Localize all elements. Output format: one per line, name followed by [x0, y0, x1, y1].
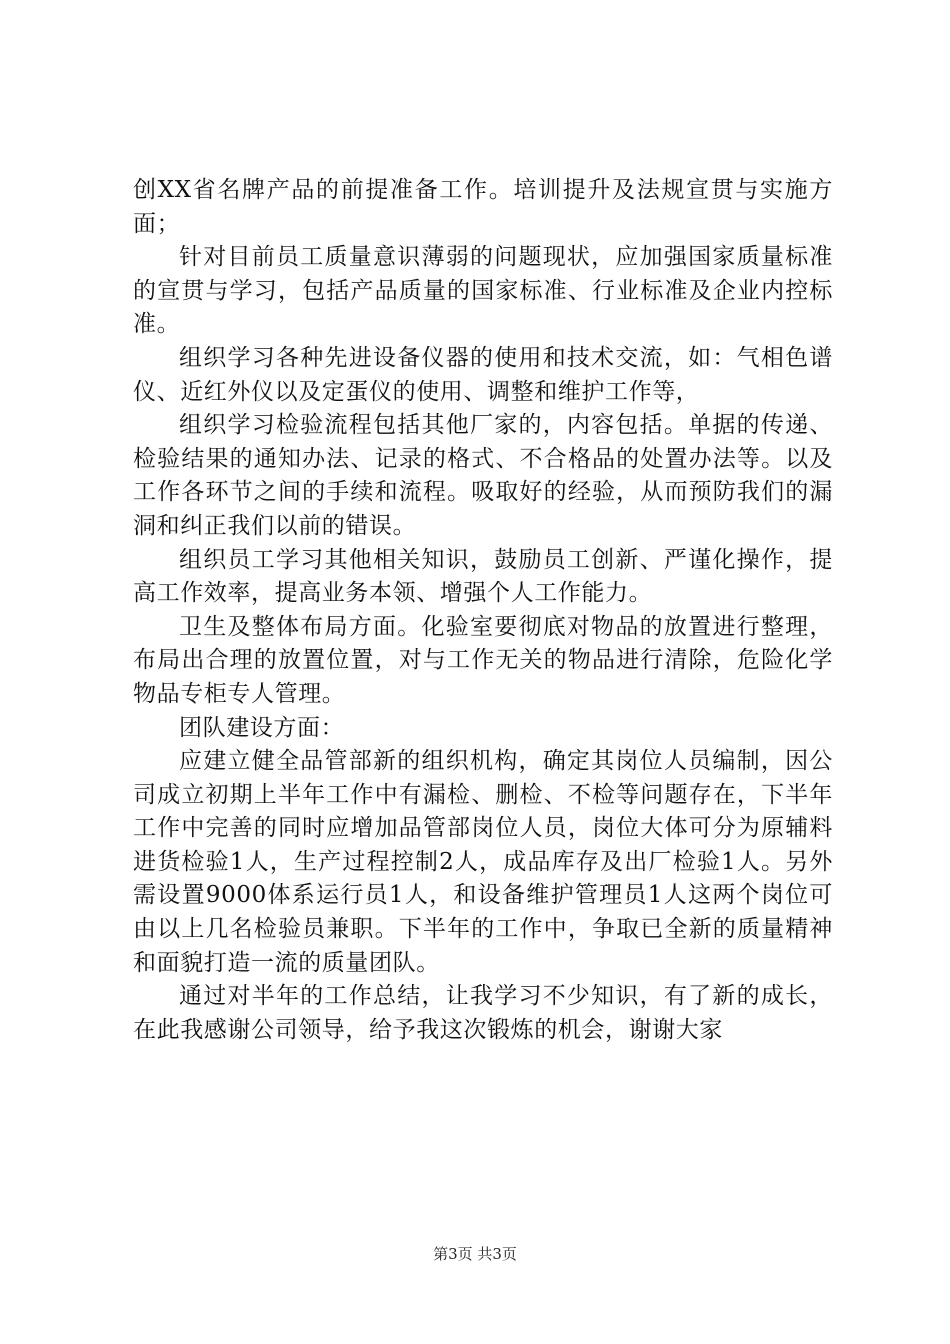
paragraph-continuation: 创XX省名牌产品的前提准备工作。培训提升及法规宣贯与实施方面；	[133, 177, 833, 237]
paragraph-hygiene-layout: 卫生及整体布局方面。化验室要彻底对物品的放置进行整理，布局出合理的放置位置，对与工作无关的物品进行清除，危险化学物品专柜专人管理。	[133, 613, 833, 707]
paragraph-equipment-training: 组织学习各种先进设备仪器的使用和技术交流，如：气相色谱仪、近红外仪以及定蛋仪的使用、调整和维护工作等，	[133, 344, 833, 405]
paragraph-quality-standards: 针对目前员工质量意识薄弱的问题现状，应加强国家质量标准的宣贯与学习，包括产品质量的国家标准、行业标准及企业内控标准。	[133, 244, 833, 338]
page-footer: 第3页 共3页	[433, 1245, 517, 1263]
paragraph-closing: 通过对半年的工作总结，让我学习不少知识，有了新的成长，在此我感谢公司领导，给予我这次锻炼的机会，谢谢大家	[133, 983, 833, 1043]
paragraph-team-building: 应建立健全品管部新的组织机构，确定其岗位人员编制，因公司成立初期上半年工作中有漏检、删检、不检等问题存在，下半年工作中完善的同时应增加品管部岗位人员，岗位大体可分为原辅料进货检验1人，生产过程控制2人，成品库存及出厂检验1人。另外需设置9000体系运行员1人，和设备维护管理员1人这两个岗位可由以上几名检验员兼职。下半年的工作中，争取已全新的质量精神和面貌打造一流的质量团队。	[133, 748, 833, 976]
paragraph-team-heading: 团队建设方面：	[179, 714, 345, 741]
paragraph-inspection-process: 组织学习检验流程包括其他厂家的，内容包括。单据的传递、检验结果的通知办法、记录的格式、不合格品的处置办法等。以及工作各环节之间的手续和流程。吸取好的经验，从而预防我们的漏洞和纠正我们以前的错误。	[133, 412, 833, 539]
paragraph-staff-learning: 组织员工学习其他相关知识，鼓励员工创新、严谨化操作，提高工作效率，提高业务本领、增强个人工作能力。	[133, 546, 833, 607]
document-body	[133, 174, 833, 1047]
